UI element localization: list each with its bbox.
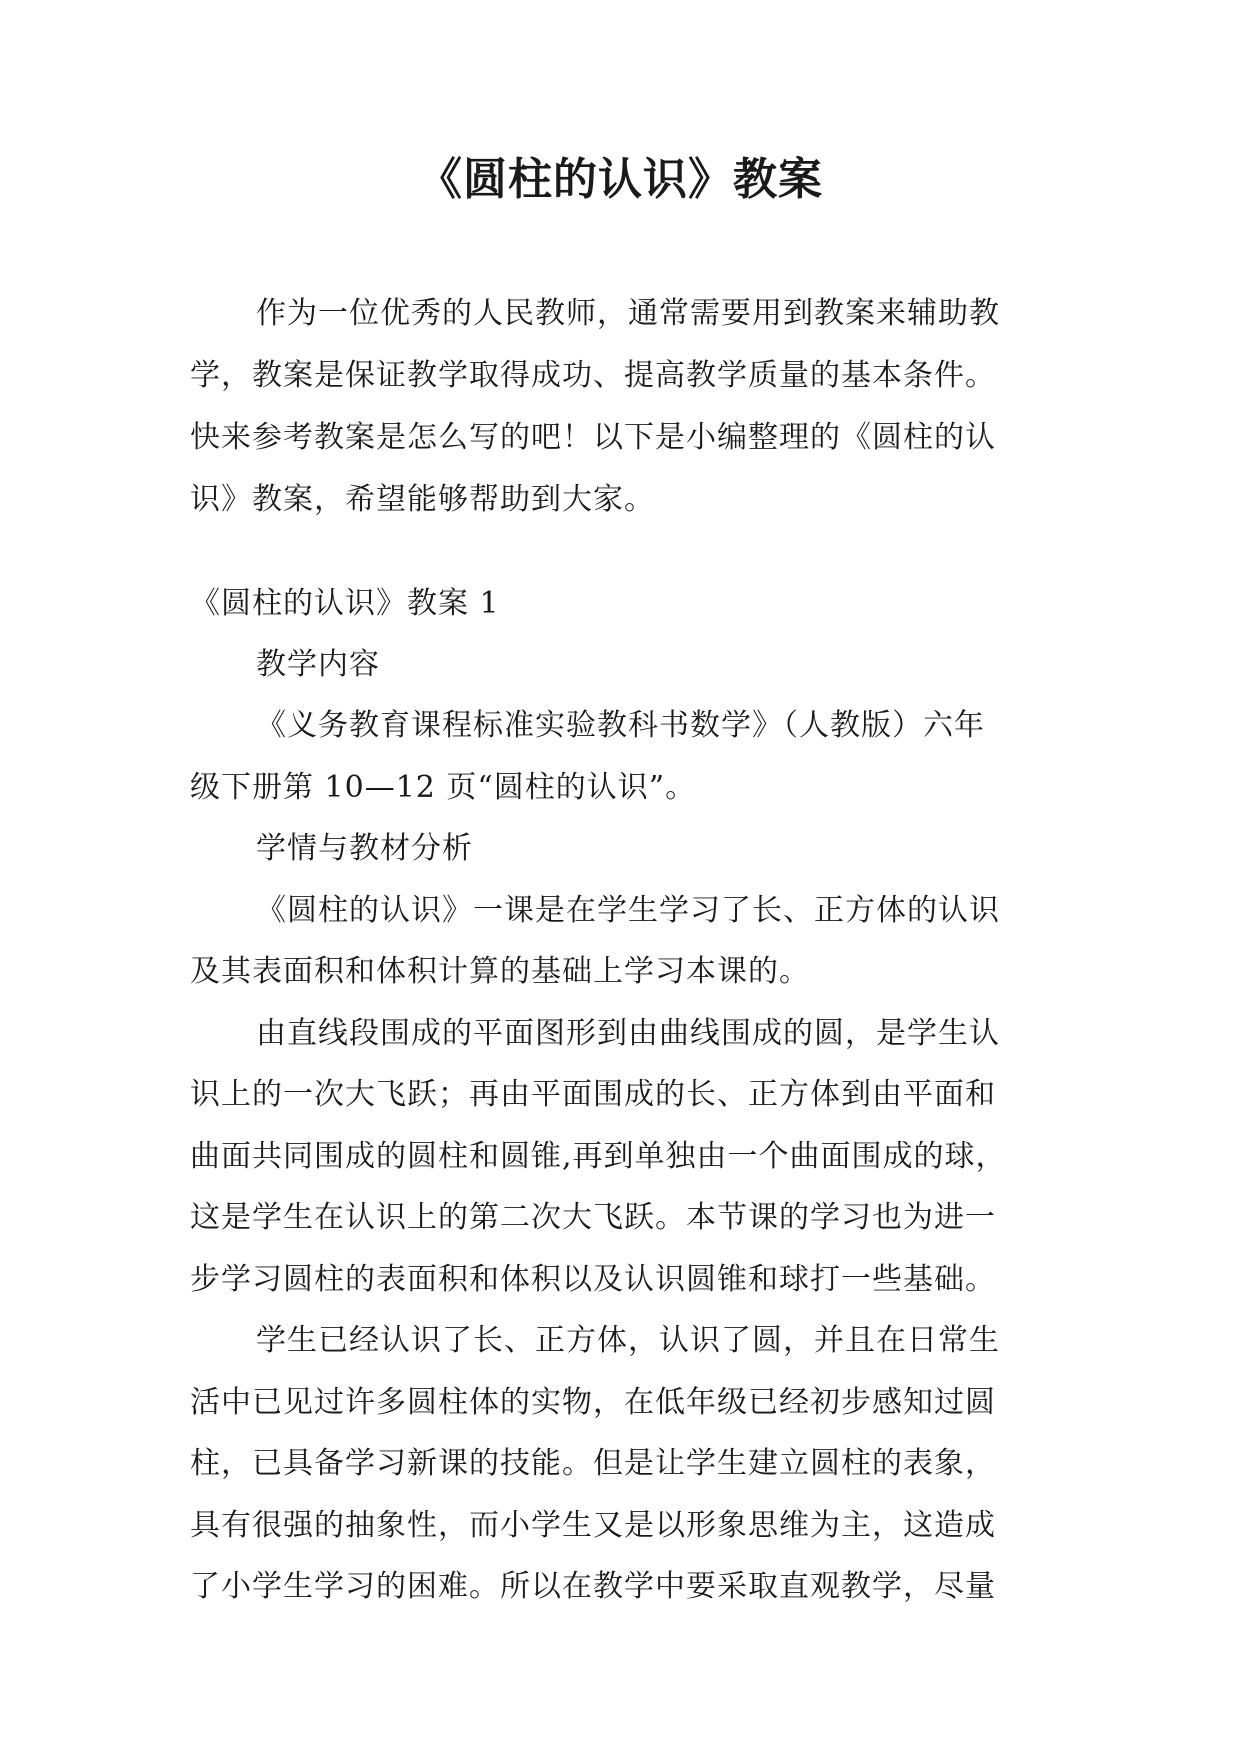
intro-line-4: 识》教案，希望能够帮助到大家。 [190,482,655,517]
paragraph-line: 《圆柱的认识》一课是在学生学习了长、正方体的认识 [256,893,1000,928]
paragraph-line: 步学习圆柱的表面积和体积以及认识圆锥和球打一些基础。 [190,1262,996,1297]
section-heading: 《圆柱的认识》教案 1 [190,586,500,621]
paragraph-line: 学生已经认识了长、正方体，认识了圆，并且在日常生 [256,1323,1000,1358]
paragraph-line: 了小学生学习的困难。所以在教学中要采取直观教学，尽量 [190,1569,996,1604]
paragraph-line: 识上的一次大飞跃；再由平面围成的长、正方体到由平面和 [190,1077,996,1112]
paragraph-line: 级下册第 10—12 页“圆柱的认识”。 [190,770,697,805]
paragraph-line: 由直线段围成的平面图形到由曲线围成的圆，是学生认 [256,1016,1000,1051]
paragraph-line: 活中已见过许多圆柱体的实物，在低年级已经初步感知过圆 [190,1385,996,1420]
paragraph-line: 《义务教育课程标准实验教科书数学》（人教版）六年 [256,708,985,743]
intro-line-1: 作为一位优秀的人民教师，通常需要用到教案来辅助教 [256,296,1000,331]
paragraph-line: 曲面共同围成的圆柱和圆锥,再到单独由一个曲面围成的球， [190,1139,1007,1174]
paragraph-line: 具有很强的抽象性，而小学生又是以形象思维为主，这造成 [190,1508,996,1543]
intro-line-2: 学，教案是保证教学取得成功、提高教学质量的基本条件。 [190,358,996,393]
subheading-analysis: 学情与教材分析 [256,831,473,866]
paragraph-line: 柱，已具备学习新课的技能。但是让学生建立圆柱的表象， [190,1446,996,1481]
subheading-teaching-content: 教学内容 [256,647,380,682]
document-title: 《圆柱的认识》教案 [418,154,823,205]
paragraph-line: 这是学生在认识上的第二次大飞跃。本节课的学习也为进一 [190,1200,996,1235]
paragraph-line: 及其表面积和体积计算的基础上学习本课的。 [190,954,810,989]
intro-line-3: 快来参考教案是怎么写的吧！以下是小编整理的《圆柱的认 [190,420,996,455]
